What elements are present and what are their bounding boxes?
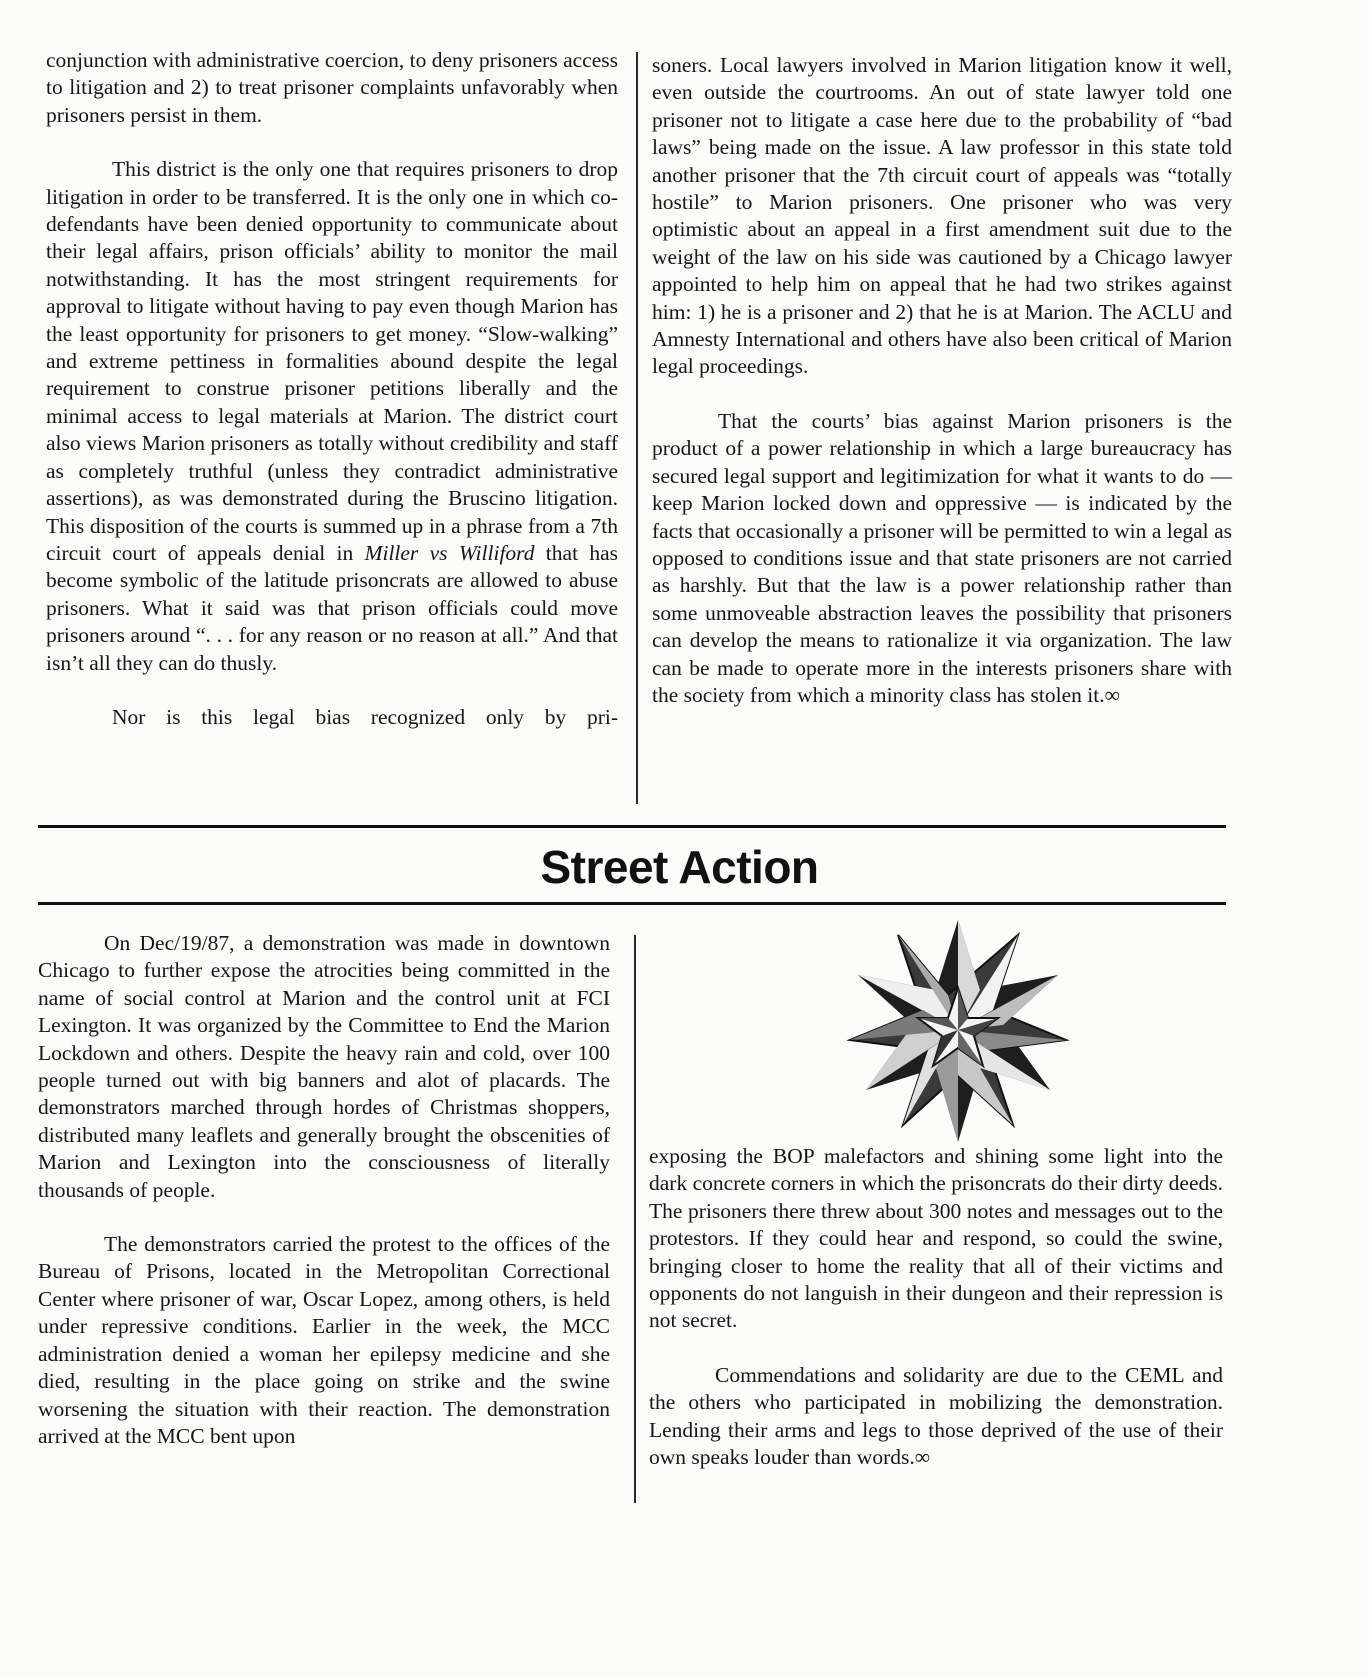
paragraph: soners. Local lawyers involved in Marion litigation know it well, even outside the courtrooms. An out of state lawyer told one prisoner not to litigate a case here due to the probability of “bad laws” being made on the issue. A law professor in this state told another prisoner that the 7th circuit court of appeals was “totally hostile” to Marion prisoners. One prisoner who was very optimistic about an appeal in a first amendment suit due to the weight of the law on his side was cautioned by a Chicago lawyer appointed to help him on appeal that he had two strikes against him: 1) he is a prisoner and 2) that he is at Marion. The ACLU and Amnesty International and others have also been critical of Marion legal proceedings. <box>652 53 1232 379</box>
article-left-column <box>46 47 618 731</box>
paragraph: That the courts’ bias against Marion prisoners is the product of a power relationship in which a large bureaucracy has secured legal support and legitimization for what it wants to do — keep Marion locked down and oppressive — is indicated by the facts that occasionally a prisoner will be permitted to win a legal as opposed to conditions issue and that state prisoners are not carried as harshly. But that the law is a power relationship rather than some unmoveable abstraction leaves the possibility that prisoners can develop the means to rationalize it via organization. The law can be made to operate more in the interests prisoners share with the society from which a minority class has stolen it.∞ <box>652 408 1232 707</box>
column-divider <box>636 52 638 804</box>
street-action-left-column <box>38 930 610 1450</box>
paragraph <box>46 156 618 677</box>
paragraph-text: that has become symbolic of the latitude prisoncrats are allowed to abuse prisoners. What it said was that prison officials could move prisoners around “. . . for any reason or no reason at all.” And that isn’t all they can do thusly. <box>46 540 619 675</box>
paragraph: On Dec/19/87, a demonstration was made in downtown Chicago to further expose the atrocities being committed in the name of social control at Marion and the control unit at FCI Lexington. It was organized by the Committee to End the Marion Lockdown and others. Despite the heavy rain and cold, over 100 people turned out with big banners and alot of placards. The demonstrators marched through hordes of Christmas shoppers, distributed many leaflets and generally brought the obscenities of Marion and Lexington into the consciousness of literally thousands of people. <box>38 931 610 1202</box>
paragraph: The demonstrators carried the protest to the offices of the Bureau of Prisons, located in the Metropolitan Correctional Center where prisoner of war, Oscar Lopez, among others, is held under repressive conditions. Earlier in the week, the MCC administration denied a woman her epilepsy medicine and she died, resulting in the place going on strike and the swine worsening the situation with their reaction. The demonstration arrived at the MCC bent upon <box>38 1232 610 1448</box>
paragraph: Nor is this legal bias recognized only by pri- <box>112 704 618 729</box>
article-right-column <box>652 52 1232 709</box>
paragraph: exposing the BOP malefactors and shining some light into the dark concrete corners in which the prisoncrats do their dirty deeds. The prisoners there threw about 300 notes and messages out to the protestors. If they could hear and respond, so could the swine, bringing closer to home the reality that all of their victims and opponents do not languish in their dungeon and their repression is not secret. <box>649 1144 1223 1333</box>
case-name: Miller vs Williford <box>364 540 535 565</box>
headline-top-rule <box>38 825 1226 828</box>
paragraph-text: This district is the only one that requires prisoners to drop litigation in order to be transferred. It is the only one in which co-defendants have been denied opportunity to communicate about their legal affairs, prison officials’ ability to monitor the mail notwithstanding. It has the most stringent requirements for approval to litigate without having to pay even though Marion has the least opportunity for prisoners to get money. “Slow-walking” and extreme pettiness in formalities abound despite the legal requirement to construe prisoner petitions liberally and the minimal access to legal materials at Marion. The district court also views Marion prisoners as totally without credibility and staff as completely truthful (unless they contradict administrative assertions), as was demonstrated during the Bruscino litigation. This disposition of the courts is summed up in a phrase from a 7th circuit court of appeals denial in <box>46 157 618 565</box>
stellated-star-illustration <box>843 915 1073 1145</box>
column-divider <box>634 935 636 1503</box>
paragraph: Commendations and solidarity are due to the CEML and the others who participated in mobilizing the demonstration. Lending their arms and legs to those deprived of the use of their own speaks louder than words.∞ <box>649 1362 1223 1470</box>
headline-bottom-rule <box>38 902 1226 905</box>
paragraph: conjunction with administrative coercion, to deny prisoners access to litigation and 2) to treat prisoner complaints unfavorably when prisoners persist in them. <box>46 48 618 127</box>
street-action-right-column <box>649 1143 1223 1471</box>
section-headline: Street Action <box>540 841 819 893</box>
